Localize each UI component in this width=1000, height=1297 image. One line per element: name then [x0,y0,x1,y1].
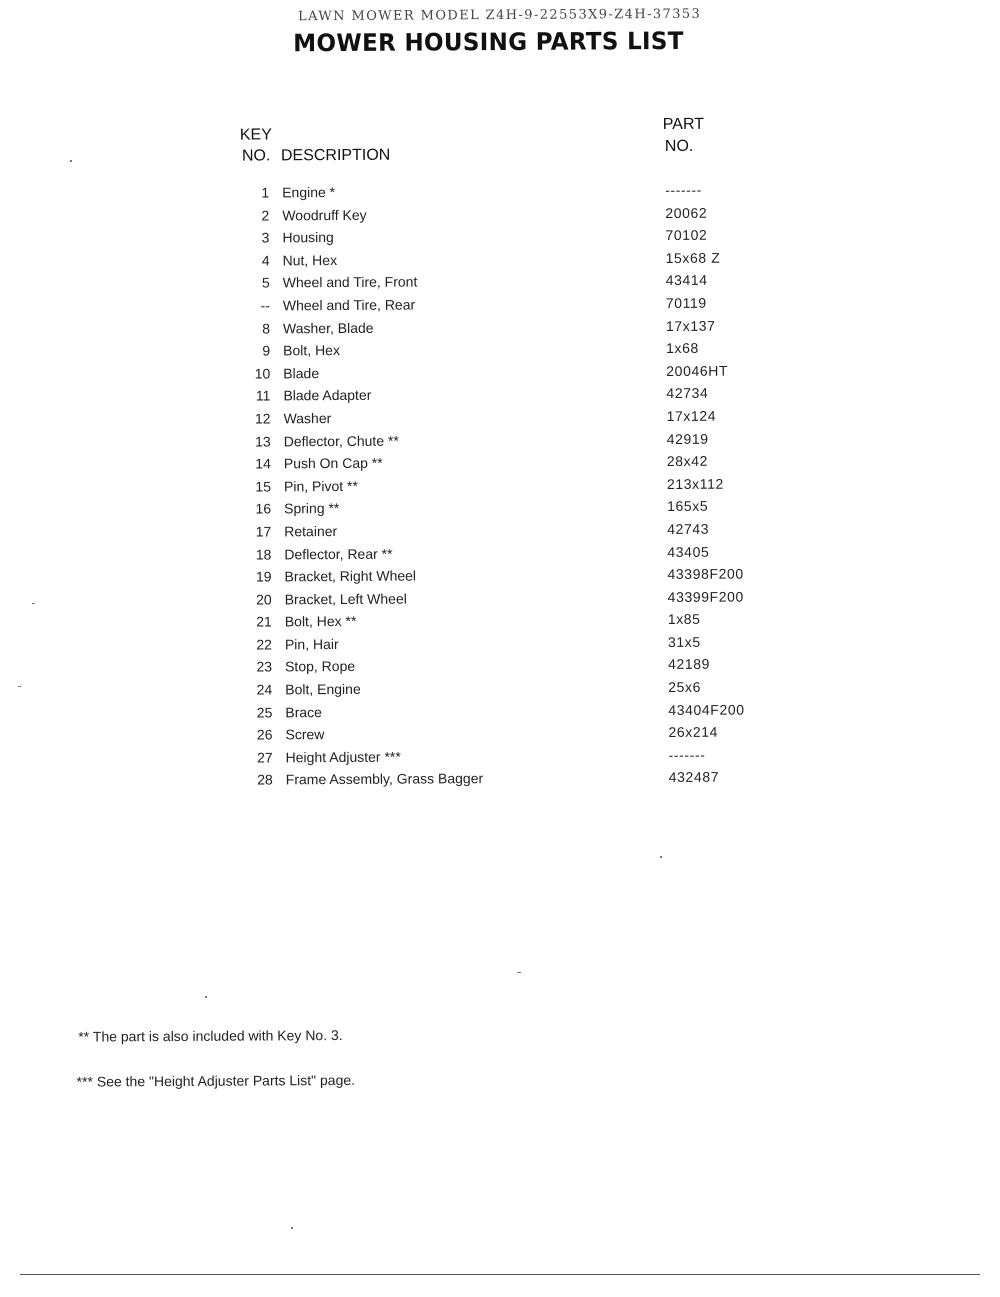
header-description: DESCRIPTION [280,146,391,165]
key-no: 28 [257,771,273,788]
key-no: 11 [255,387,271,404]
part-no: 43414 [665,272,708,289]
footnote-double-star: ** The part is also included with Key No. 3. [78,1026,343,1045]
part-description: Deflector, Rear ** [284,545,393,562]
key-no: 17 [255,523,272,540]
part-description: Nut, Hex [282,251,338,269]
part-description: Frame Assembly, Grass Bagger [285,770,484,788]
scan-speck [70,160,72,162]
table-row [5,767,1000,796]
key-no: -- [260,297,270,314]
key-no: 9 [262,342,271,359]
part-no: ------- [668,746,706,763]
key-no: 2 [261,207,270,224]
part-no: 17x124 [666,407,717,424]
part-description: Retainer [284,522,338,540]
scan-edge-line [20,1274,980,1275]
key-no: 4 [261,252,270,269]
part-description: Deflector, Chute ** [283,432,399,449]
header-key-line1: KEY [239,126,272,144]
part-description: Blade Adapter [283,387,372,404]
key-no: 16 [255,500,272,517]
part-description: Wheel and Tire, Front [282,273,418,291]
part-description: Washer [283,409,332,427]
key-no: 18 [255,545,272,563]
part-no: 1x85 [667,611,701,628]
part-no: ------- [665,181,703,198]
part-description: Pin, Pivot ** [283,477,358,495]
part-no: 42189 [668,656,711,673]
key-no: 24 [256,681,273,698]
part-description: Housing [282,229,334,246]
header-key-line2: NO. [241,147,271,165]
key-no: 21 [256,613,272,630]
key-no: 15 [255,478,272,495]
part-description: Height Adjuster *** [285,748,401,766]
key-no: 23 [256,658,273,675]
part-no: 20046HT [666,362,729,379]
part-description: Blade [283,364,320,382]
key-no: 5 [261,274,270,291]
part-description: Spring ** [284,500,340,517]
part-no: 1x68 [666,339,699,357]
part-description: Stop, Rope [285,658,356,675]
part-description: Bracket, Left Wheel [284,590,407,608]
part-description: Washer, Blade [282,319,374,336]
scan-speck [32,603,35,604]
scan-speck [660,856,662,858]
key-no: 3 [261,229,270,246]
part-description: Wheel and Tire, Rear [282,296,416,314]
part-no: 26x214 [668,723,719,741]
part-no: 432487 [668,769,720,786]
key-no: 19 [255,568,272,585]
key-no: 26 [256,726,273,743]
scan-speck [517,972,521,973]
part-no: 42919 [666,430,709,447]
part-no: 70119 [665,294,707,311]
part-description: Engine * [282,184,336,201]
scan-speck [205,996,207,998]
header-part-line1: PART [662,115,705,134]
part-description: Bolt, Hex [283,342,340,359]
key-no: 14 [255,455,271,472]
scan-speck [291,1227,293,1229]
part-no: 43404F200 [668,701,745,718]
part-description: Bracket, Right Wheel [284,567,417,585]
part-no: 70102 [665,226,708,244]
key-no: 20 [256,591,272,608]
key-no: 27 [256,749,273,766]
page-title: MOWER HOUSING PARTS LIST [293,26,684,58]
footnote-triple-star: *** See the "Height Adjuster Parts List" page. [76,1071,356,1090]
part-description: Bolt, Engine [285,680,361,698]
key-no: 10 [254,365,271,382]
part-no: 15x68 Z [665,249,721,266]
part-description: Push On Cap ** [283,454,383,472]
key-no: 8 [262,319,271,337]
key-no: 25 [256,704,273,721]
part-description: Bolt, Hex ** [284,613,357,630]
part-no: 25x6 [668,678,702,696]
part-description: Screw [285,726,325,743]
key-no: 22 [256,636,272,653]
part-no: 20062 [665,204,708,221]
part-no: 17x137 [665,317,716,334]
header-part-line2: NO. [664,137,694,155]
part-no: 213x112 [666,475,724,492]
part-no: 43405 [667,543,710,560]
model-subtitle: LAWN MOWER MODEL Z4H-9-22553X9-Z4H-37353 [298,6,702,25]
part-no: 42743 [667,520,710,537]
scan-speck [18,686,21,687]
part-no: 43398F200 [667,565,744,583]
part-no: 28x42 [666,452,709,470]
part-no: 42734 [666,385,709,402]
part-no: 165x5 [667,498,709,515]
key-no: 1 [261,184,270,201]
key-no: 13 [255,432,271,450]
part-description: Pin, Hair [284,635,339,653]
part-description: Brace [285,703,322,720]
part-description: Woodruff Key [282,206,367,223]
part-no: 43399F200 [667,588,744,605]
part-no: 31x5 [667,633,701,650]
key-no: 12 [254,410,271,427]
parts-table [1,180,1000,796]
